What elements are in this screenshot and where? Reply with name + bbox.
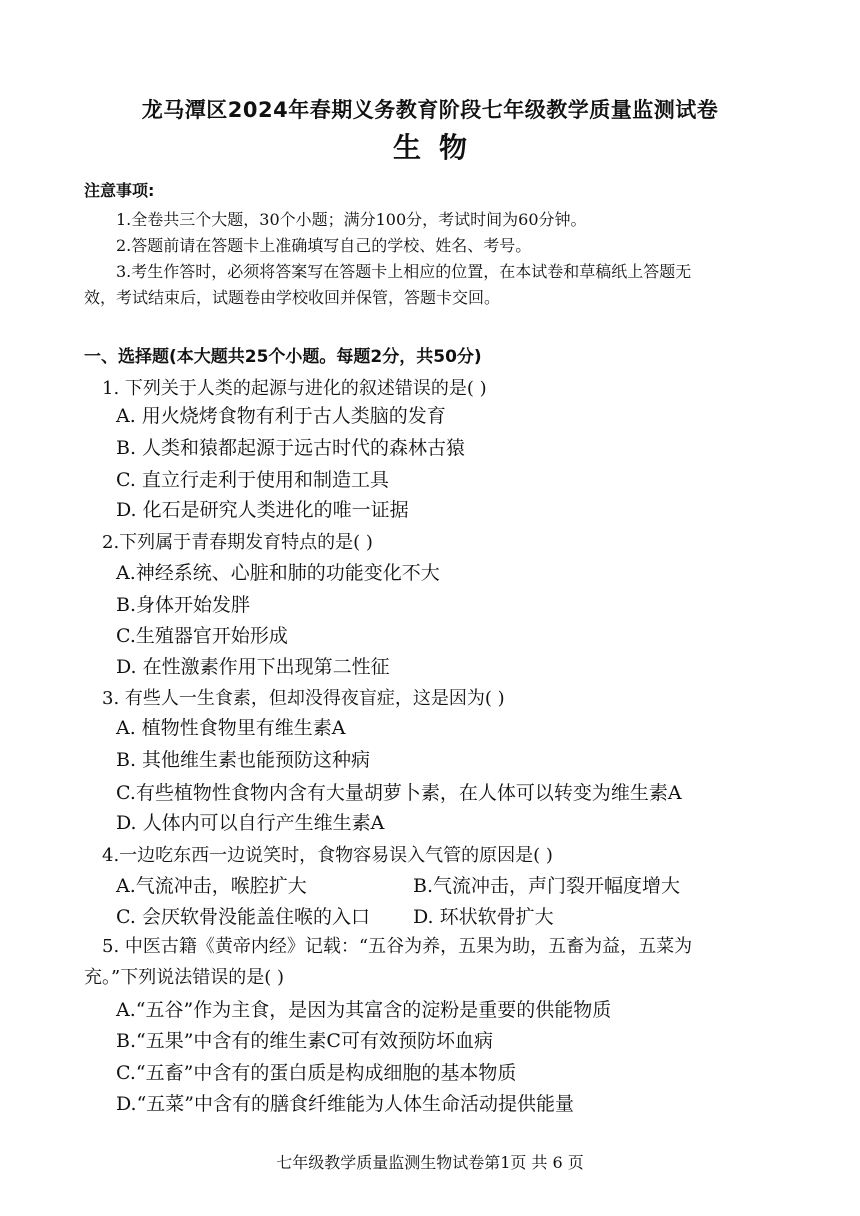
- question-stem: 2.下列属于青春期发育特点的是( ): [102, 532, 373, 553]
- notice-line: 1.全卷共三个大题，30个小题；满分100分，考试时间为60分钟。: [116, 210, 587, 229]
- option-c: C.有些植物性食物内含有大量胡萝卜素，在人体可以转变为维生素A: [116, 782, 682, 804]
- subject-title: 生物: [392, 131, 485, 164]
- option-c: C. 直立行走利于使用和制造工具: [116, 469, 389, 491]
- option-b: B.“五果”中含有的维生素C可有效预防坏血病: [116, 1030, 493, 1052]
- exam-title: 龙马潭区2024年春期义务教育阶段七年级教学质量监测试卷: [141, 98, 719, 122]
- page-footer: 七年级教学质量监测生物试卷第1页 共 6 页: [276, 1153, 584, 1172]
- option-a: A.“五谷”作为主食，是因为其富含的淀粉是重要的供能物质: [116, 999, 612, 1021]
- section-heading: 一、选择题(本大题共25个小题。每题2分，共50分): [84, 347, 482, 367]
- option-b: B. 人类和猿都起源于远古时代的森林古猿: [116, 437, 466, 459]
- option-a: A.神经系统、心脏和肺的功能变化不大: [116, 562, 440, 584]
- notice-heading: 注意事项:: [84, 181, 155, 200]
- option-a: A. 用火烧烤食物有利于古人类脑的发育: [116, 405, 446, 427]
- option-c: C.“五畜”中含有的蛋白质是构成细胞的基本物质: [116, 1062, 517, 1084]
- question-stem: 4.一边吃东西一边说笑时，食物容易误入气管的原因是( ): [102, 845, 553, 866]
- notice-line: 效，考试结束后，试题卷由学校收回并保管，答题卡交回。: [84, 288, 501, 307]
- option-d: D.“五菜”中含有的膳食纤维能为人体生命活动提供能量: [116, 1093, 575, 1115]
- option-d: D. 环状软骨扩大: [413, 906, 554, 928]
- option-d: D. 化石是研究人类进化的唯一证据: [116, 499, 409, 521]
- question-stem-continued: 充。”下列说法错误的是( ): [84, 967, 284, 988]
- option-a: A. 植物性食物里有维生素A: [116, 717, 346, 739]
- option-c: C.生殖器官开始形成: [116, 625, 288, 647]
- option-c: C. 会厌软骨没能盖住喉的入口: [116, 906, 370, 928]
- question-stem: 5. 中医古籍《黄帝内经》记载：“五谷为养，五果为助，五畜为益，五菜为: [102, 936, 693, 957]
- notice-line: 3.考生作答时，必须将答案写在答题卡上相应的位置，在本试卷和草稿纸上答题无: [116, 262, 692, 281]
- option-b: B.气流冲击，声门裂开幅度增大: [413, 875, 681, 897]
- question-stem: 1. 下列关于人类的起源与进化的叙述错误的是( ): [102, 378, 487, 399]
- notice-line: 2.答题前请在答题卡上准确填写自己的学校、姓名、考号。: [116, 236, 532, 255]
- option-b: B.身体开始发胖: [116, 594, 251, 616]
- question-stem: 3. 有些人一生食素，但却没得夜盲症，这是因为( ): [102, 688, 505, 709]
- option-a: A.气流冲击，喉腔扩大: [116, 875, 307, 897]
- option-d: D. 在性激素作用下出现第二性征: [116, 656, 390, 678]
- option-d: D. 人体内可以自行产生维生素A: [116, 812, 385, 834]
- option-b: B. 其他维生素也能预防这种病: [116, 749, 371, 771]
